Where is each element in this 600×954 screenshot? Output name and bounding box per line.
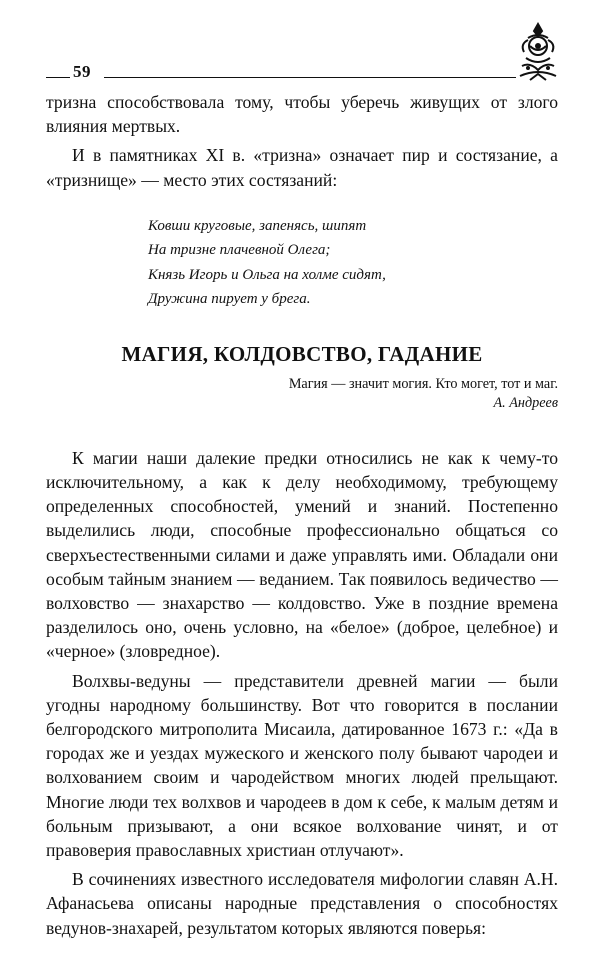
page-header	[46, 22, 560, 84]
intro-paragraph-2: И в памятниках XI в. «тризна» означает пир и состязание, а «тризнище» — место этих состязаний:	[46, 145, 558, 190]
ornament-icon	[516, 22, 560, 84]
body-paragraph-1: К магии наши далекие предки относились не как к чему-то исключительному, а как к делу необходимому, требующему определенных способностей, умений и знаний. Постепенно выделились люди, способные профессионально общаться со сверхъестественными силами и даже управлять ими. Обладали они особым тайным знанием — веданием. Так появилось ведичество — волховство — знахарство — колдовство. Уже в поздние времена разделилось оно, очень условно, на «белое» (доброе, целебное) и «черное» (зловредное).	[46, 447, 558, 662]
page-number: 59	[73, 62, 91, 81]
header-rule-left	[46, 77, 70, 78]
poem	[148, 214, 558, 312]
body-paragraph-3: В сочинениях известного исследователя мифологии славян А.Н. Афанасьева описаны народные представления о способностях ведунов-знахарей, результатом которых являются поверья:	[46, 869, 558, 938]
poem-line: Князь Игорь и Ольга на холме сидят,	[148, 266, 386, 283]
intro-paragraph-1: тризна способствовала тому, чтобы уберечь живущих от злого влияния мертвых.	[46, 92, 558, 137]
body-paragraph-2: Волхвы-ведуны — представители древней магии — были угодны народному большинству. Вот что говорится в послании белгородского митрополита Мисаила, датированное 1673 г.: «Да в городах же и уездах мужеского и женского полу бывают чародеи и волхованием своим и чародейством многих людей прельщают. Многие люди тех волхвов и чародеев в дом к себе, к малым детям и больным призывают, а они всякое волхование чинят, и от правоверия православных христиан отлучают».	[46, 670, 558, 861]
poem-line: На тризне плачевной Олега;	[148, 242, 331, 259]
section-title: МАГИЯ, КОЛДОВСТВО, ГАДАНИЕ	[121, 341, 483, 366]
epigraph-text: Магия — значит могия. Кто могет, тот и маг.	[288, 375, 558, 392]
header-rule-right	[104, 77, 516, 78]
page-content	[46, 90, 558, 940]
epigraph	[46, 375, 558, 413]
poem-line: Дружина пирует у брега.	[148, 291, 311, 308]
poem-line: Ковши круговые, запенясь, шипят	[148, 217, 367, 234]
epigraph-author: А. Андреев	[493, 394, 558, 411]
